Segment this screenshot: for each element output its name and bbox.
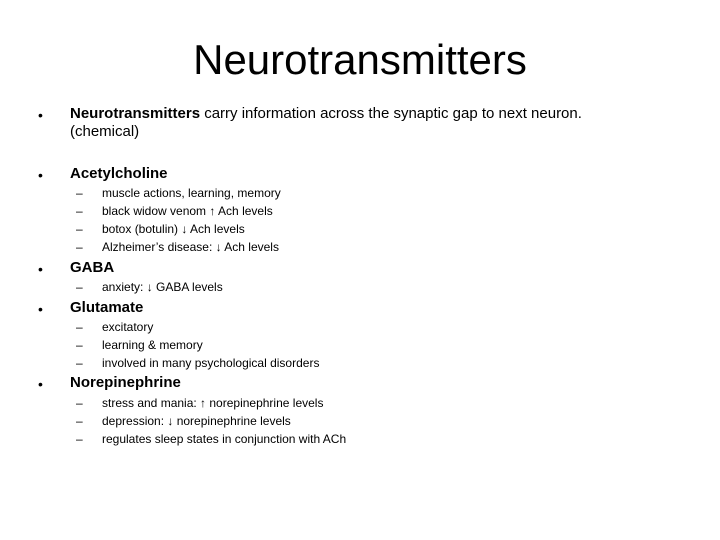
- section-heading-gaba: GABA: [70, 259, 115, 276]
- section-heading-norepinephrine: Norepinephrine: [70, 374, 181, 391]
- intro-text: [70, 105, 670, 141]
- list-item-text: Alzheimer’s disease: ↓ Ach levels: [102, 240, 279, 254]
- dash-icon: –: [76, 204, 83, 218]
- bullet-icon: •: [38, 167, 43, 183]
- bullet-icon: •: [38, 301, 43, 317]
- slide-title: Neurotransmitters: [193, 36, 527, 83]
- list-item-text: learning & memory: [102, 338, 203, 352]
- intro-rest: carry information across the synaptic gap to next neuron.: [200, 105, 582, 122]
- dash-icon: –: [76, 320, 83, 334]
- section-heading-glutamate: Glutamate: [70, 299, 144, 316]
- list-item-text: involved in many psychological disorders: [102, 356, 320, 370]
- list-item-text: stress and mania: ↑ norepinephrine levels: [102, 396, 324, 410]
- list-item-text: muscle actions, learning, memory: [102, 186, 281, 200]
- intro-line2: (chemical): [70, 123, 140, 140]
- dash-icon: –: [76, 338, 83, 352]
- list-item-text: anxiety: ↓ GABA levels: [102, 280, 223, 294]
- list-item-text: regulates sleep states in conjunction with ACh: [102, 432, 347, 446]
- bullet-icon: •: [38, 261, 43, 277]
- list-item-text: excitatory: [102, 320, 154, 334]
- list-item-text: depression: ↓ norepinephrine levels: [102, 414, 291, 428]
- dash-icon: –: [76, 280, 83, 294]
- dash-icon: –: [76, 432, 83, 446]
- section-heading-acetylcholine: Acetylcholine: [70, 165, 168, 182]
- dash-icon: –: [76, 396, 83, 410]
- dash-icon: –: [76, 414, 83, 428]
- bullet-icon: •: [38, 376, 43, 392]
- list-item-text: black widow venom ↑ Ach levels: [102, 204, 273, 218]
- bullet-icon: •: [38, 107, 43, 123]
- dash-icon: –: [76, 186, 83, 200]
- intro-bold: Neurotransmitters: [70, 105, 201, 122]
- dash-icon: –: [76, 240, 83, 254]
- dash-icon: –: [76, 222, 83, 236]
- list-item-text: botox (botulin) ↓ Ach levels: [102, 222, 245, 236]
- dash-icon: –: [76, 356, 83, 370]
